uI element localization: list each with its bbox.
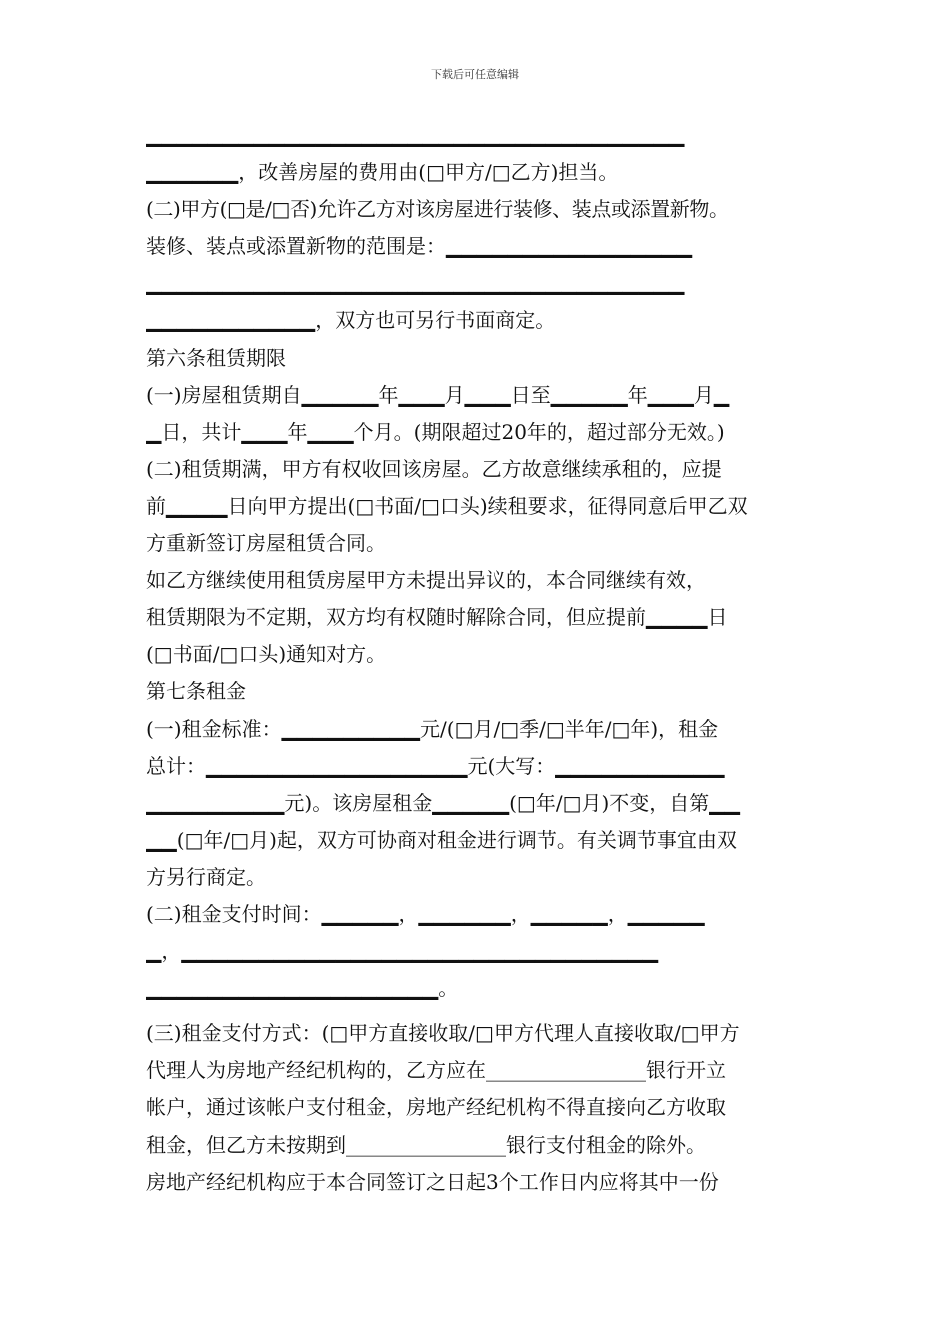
text-line: ▁▁▁▁▁▁▁▁▁▁▁▁▁▁▁▁▁▁▁▁▁▁▁▁▁▁▁▁▁▁▁▁▁▁▁ — [146, 123, 685, 147]
text-line: ▁▁▁▁▁▁▁▁▁▁▁，双方也可另行书面商定。 — [146, 308, 556, 333]
text-line: (二)租金支付时间：▁▁▁▁▁，▁▁▁▁▁▁，▁▁▁▁▁，▁▁▁▁▁ — [146, 901, 705, 926]
text-line: 房地产经纪机构应于本合同签订之日起3个工作日内应将其中一份 — [146, 1169, 719, 1194]
text-line: 租金，但乙方未按期到________________银行支付租金的除外。 — [146, 1132, 706, 1157]
text-line: 如乙方继续使用租赁房屋甲方未提出异议的，本合同继续有效， — [146, 568, 706, 593]
document-body — [146, 117, 806, 1201]
section-heading: 第七条租金 — [146, 679, 246, 704]
text-line: 方重新签订房屋租赁合同。 — [146, 531, 386, 556]
text-line: ▁▁▁▁▁▁▁▁▁▁▁▁▁▁▁▁▁▁▁▁▁▁▁▁▁▁▁▁▁▁▁▁▁▁▁ — [146, 271, 685, 296]
text-line: (三)租金支付方式：(□甲方直接收取/□甲方代理人直接收取/□甲方 — [146, 1021, 740, 1046]
text-line: 总计：▁▁▁▁▁▁▁▁▁▁▁▁▁▁▁▁▁元(大写：▁▁▁▁▁▁▁▁▁▁▁ — [146, 753, 725, 778]
text-line: ▁▁▁▁▁▁▁▁▁▁▁▁▁▁▁▁▁▁▁。 — [146, 976, 459, 1001]
section-heading: 第六条租赁期限 — [146, 345, 286, 370]
paragraph-gap — [146, 1007, 806, 1015]
text-line: 前▁▁▁▁日向甲方提出(□书面/□口头)续租要求，征得同意后甲乙双 — [146, 493, 748, 518]
text-line: 方另行商定。 — [146, 864, 266, 889]
text-line: ▁，▁▁▁▁▁▁▁▁▁▁▁▁▁▁▁▁▁▁▁▁▁▁▁▁▁▁▁▁▁▁▁ — [146, 939, 659, 964]
page-header: 下载后可任意编辑 — [431, 68, 519, 81]
text-line: ▁▁▁▁▁▁▁▁▁元)。该房屋租金▁▁▁▁▁(□年/□月)不变，自第▁▁ — [146, 790, 741, 815]
text-line: ▁日，共计▁▁▁年▁▁▁个月。(期限超过20年的，超过部分无效。) — [146, 419, 725, 444]
text-line: (二)租赁期满，甲方有权收回该房屋。乙方故意继续承租的，应提 — [146, 456, 722, 481]
text-line: 租赁期限为不定期，双方均有权随时解除合同，但应提前▁▁▁▁日 — [146, 605, 728, 630]
text-line: (二)甲方(□是/□否)允许乙方对该房屋进行装修、装点或添置新物。 — [146, 197, 729, 222]
text-line: 帐户，通过该帐户支付租金，房地产经纪机构不得直接向乙方收取 — [146, 1095, 726, 1120]
text-line: ▁▁(□年/□月)起，双方可协商对租金进行调节。有关调节事宜由双 — [146, 827, 737, 852]
text-line: 代理人为房地产经纪机构的，乙方应在________________银行开立 — [146, 1058, 726, 1083]
text-line: (一)租金标准：▁▁▁▁▁▁▁▁▁元/(□月/□季/□半年/□年)，租金 — [146, 716, 719, 741]
text-line: ▁▁▁▁▁▁，改善房屋的费用由(□甲方/□乙方)担当。 — [146, 160, 619, 185]
text-line: (一)房屋租赁期自▁▁▁▁▁年▁▁▁月▁▁▁日至▁▁▁▁▁年▁▁▁月▁ — [146, 382, 730, 407]
text-line: (□书面/□口头)通知对方。 — [146, 642, 387, 667]
text-line: 装修、装点或添置新物的范围是：▁▁▁▁▁▁▁▁▁▁▁▁▁▁▁▁ — [146, 234, 693, 259]
